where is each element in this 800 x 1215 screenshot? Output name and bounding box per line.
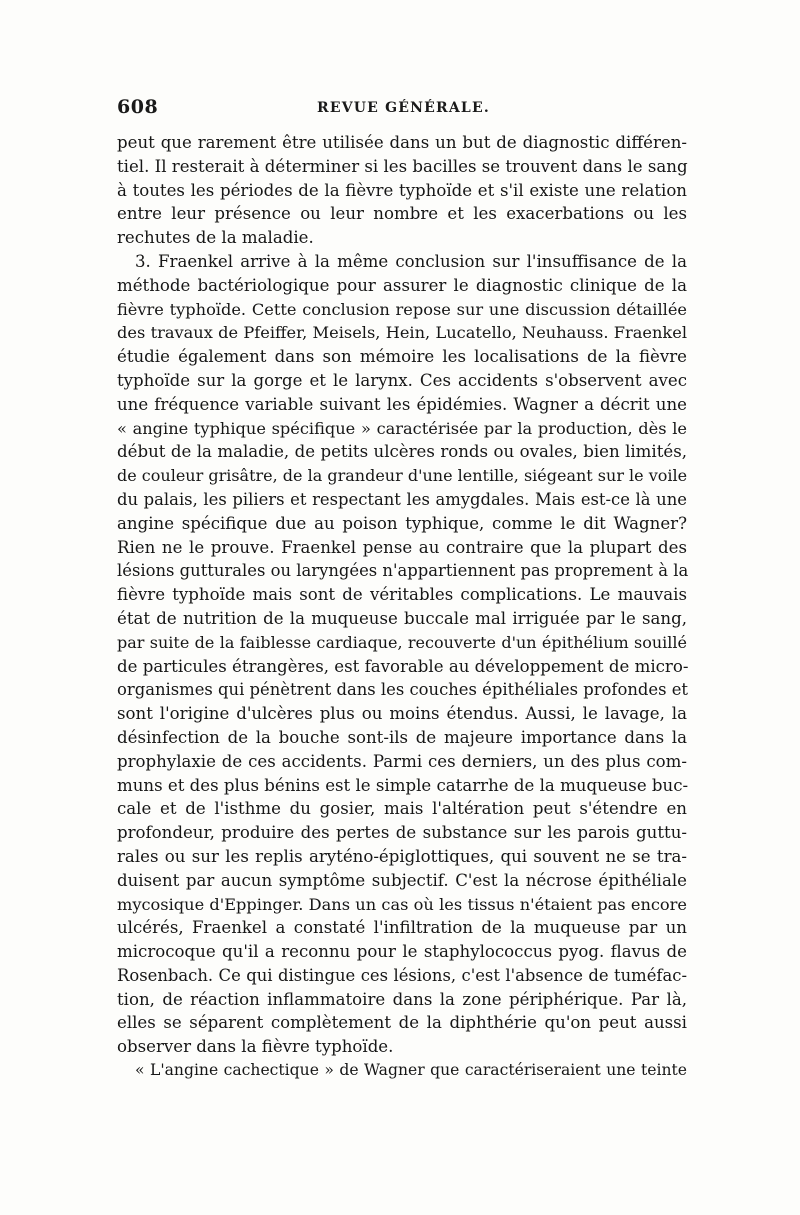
text-line: méthode bactériologique pour assurer le diagnostic clinique de la [117, 275, 687, 295]
text-line: observer dans la fièvre typhoïde. [117, 1037, 394, 1057]
text-line: rechutes de la maladie. [117, 228, 314, 248]
text-line: typhoïde sur la gorge et le larynx. Ces accidents s'observent avec [117, 370, 687, 390]
text-line: ulcérés, Fraenkel a constaté l'infiltration de la muqueuse par un [117, 918, 687, 938]
page-header [117, 96, 687, 120]
text-line: « angine typhique spécifique » caractérisée par la production, dès le [117, 418, 687, 438]
text-line: par suite de la faiblesse cardiaque, recouverte d'un épithélium souillé [117, 632, 687, 652]
text-line: début de la maladie, de petits ulcères ronds ou ovales, bien limités, [117, 442, 687, 462]
body-text [117, 131, 687, 1083]
text-line: « L'angine cachectique » de Wagner que caractériseraient une teinte [135, 1061, 687, 1080]
text-line: cale et de l'isthme du gosier, mais l'altération peut s'étendre en [117, 799, 687, 819]
text-line: état de nutrition de la muqueuse buccale mal irriguée par le sang, [117, 608, 687, 628]
text-line: organismes qui pénètrent dans les couches épithéliales profondes et [117, 680, 689, 700]
text-line: duisent par aucun symptôme subjectif. C'est la nécrose épithéliale [117, 870, 687, 890]
page-number: 608 [117, 96, 159, 118]
text-line: fièvre typhoïde. Cette conclusion repose sur une discussion détaillée [117, 299, 687, 319]
text-line: muns et des plus bénins est le simple catarrhe de la muqueuse buc- [117, 775, 689, 795]
text-line: elles se séparent complètement de la diphthérie qu'on peut aussi [117, 1013, 687, 1033]
text-line: prophylaxie de ces accidents. Parmi ces derniers, un des plus com- [117, 751, 687, 771]
text-line: peut que rarement être utilisée dans un but de diagnostic différen- [117, 133, 687, 152]
text-line: profondeur, produire des pertes de substance sur les parois guttu- [117, 823, 687, 843]
text-line: de couleur grisâtre, de la grandeur d'une lentille, siégeant sur le voile [117, 466, 688, 486]
text-line: lésions gutturales ou laryngées n'appartiennent pas proprement à la [117, 561, 689, 581]
text-line: microcoque qu'il a reconnu pour le staphylococcus pyog. flavus de [117, 942, 687, 962]
text-line: Rien ne le prouve. Fraenkel pense au contraire que la plupart des [117, 537, 687, 557]
text-line: une fréquence variable suivant les épidémies. Wagner a décrit une [117, 394, 687, 414]
text-line: mycosique d'Eppinger. Dans un cas où les tissus n'étaient pas encore [117, 894, 687, 914]
text-line: 3. Fraenkel arrive à la même conclusion sur l'insuffisance de la [135, 251, 687, 271]
text-line: angine spécifique due au poison typhique, comme le dit Wagner? [117, 513, 687, 533]
text-line: fièvre typhoïde mais sont de véritables complications. Le mauvais [117, 585, 687, 605]
running-head: REVUE GÉNÉRALE. [317, 100, 490, 116]
text-line: étudie également dans son mémoire les localisations de la fièvre [117, 347, 687, 367]
text-line: de particules étrangères, est favorable au développement de micro- [117, 656, 689, 676]
text-line: tiel. Il resterait à déterminer si les bacilles se trouvent dans le sang [117, 156, 688, 176]
text-line: du palais, les piliers et respectant les amygdales. Mais est-ce là une [117, 489, 687, 509]
text-line: Rosenbach. Ce qui distingue ces lésions, c'est l'absence de tuméfac- [117, 965, 687, 985]
text-line: des travaux de Pfeiffer, Meisels, Hein, Lucatello, Neuhauss. Fraenkel [117, 323, 687, 343]
text-line: tion, de réaction inflammatoire dans la zone périphérique. Par là, [117, 989, 687, 1009]
text-line: rales ou sur les replis aryténo-épiglottiques, qui souvent ne se tra- [117, 846, 687, 866]
text-line: entre leur présence ou leur nombre et les exacerbations ou les [117, 204, 687, 224]
text-line: à toutes les périodes de la fièvre typhoïde et s'il existe une relation [117, 180, 687, 200]
text-line: sont l'origine d'ulcères plus ou moins étendus. Aussi, le lavage, la [117, 704, 687, 724]
text-line: désinfection de la bouche sont-ils de majeure importance dans la [117, 727, 687, 747]
